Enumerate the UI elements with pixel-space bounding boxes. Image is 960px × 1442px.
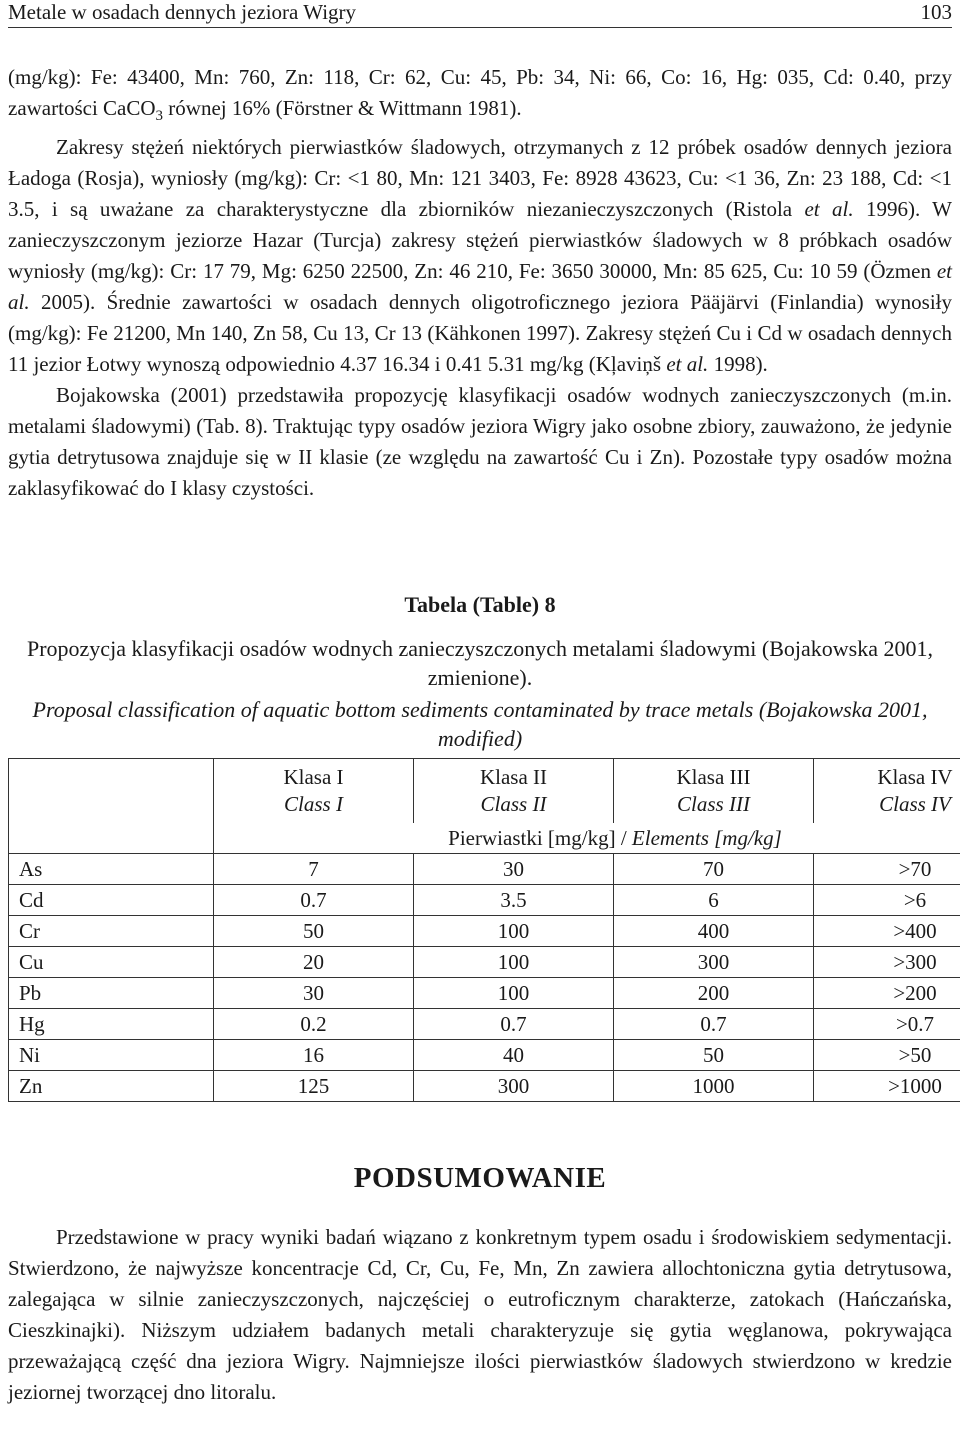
paragraph-concentrations [8,132,952,380]
table-row [9,885,960,916]
units-label-en: Elements [mg/kg] [631,825,782,850]
table-row [9,947,960,978]
page-number: 103 [920,0,952,24]
value-cell: 50 [214,916,414,947]
value-cell: 6 [614,885,814,916]
value-cell: 125 [214,1071,414,1102]
value-cell: 100 [414,978,614,1009]
class-header [614,759,814,824]
value-cell: 40 [414,1040,614,1071]
value-cell: >0.7 [814,1009,960,1040]
table-caption-en: Proposal classification of aquatic bottom sediments contaminated by trace metals (Bojakowska 2001, modified) [32,697,928,751]
class-label-en: Class I [284,792,343,816]
value-cell: 400 [614,916,814,947]
element-cell: Zn [9,1071,214,1102]
value-cell: 0.2 [214,1009,414,1040]
element-cell: As [9,854,214,885]
value-cell: 100 [414,947,614,978]
value-cell: >300 [814,947,960,978]
class-header [214,759,414,824]
paragraph-summary: Przedstawione w pracy wyniki badań wiązano z konkretnym typem osadu i środowiskiem sedymentacji. Stwierdzono, że najwyższe koncentracje Cd, Cr, Cu, Fe, Mn, Zn zawiera allochtoniczna gytia detrytusowa, zalegająca w silnie zanieczyszczonych, najczęściej o eutroficznym charakterze, zatokach (Hańczańska, Cieszkinajki). Niższym udziałem badanych metali charakteryzuje się gytia węglanowa, pokrywająca przeważającą część dna jeziora Wigry. Najmniejsze ilości pierwiastków śladowych stwierdzono w kredzie jeziornej tworzącej dno litoralu. [8,1225,952,1404]
value-cell: 70 [614,854,814,885]
citation-etal: et al. [804,197,854,222]
value-cell: 3.5 [414,885,614,916]
table-row [9,1009,960,1040]
element-cell: Cu [9,947,214,978]
text-segment: 1998). [708,352,768,377]
table-units-row [9,823,960,854]
header-blank [9,759,214,824]
text-segment: równej 16% (Förstner & Wittmann 1981). [163,96,522,120]
paragraph-classification: Bojakowska (2001) przedstawiła propozycję klasyfikacji osadów wodnych zanieczyszczonych (m.in. metalami śladowymi) (Tab. 8). Traktując typy osadów jeziora Wigry jako osobne zbiory, zauważono, że jedynie gytia detrytusowa znajduje się w II klasie (ze względu na zawartość Cu i Zn). Pozostałe typy osadów można zaklasyfikować do I klasy czystości. [8,383,952,501]
table-row [9,1040,960,1071]
element-cell: Hg [9,1009,214,1040]
value-cell: 0.7 [414,1009,614,1040]
value-cell: >200 [814,978,960,1009]
class-label-pl: Klasa I [283,765,344,789]
value-cell: >1000 [814,1071,960,1102]
element-cell: Cr [9,916,214,947]
value-cell: 16 [214,1040,414,1071]
element-cell: Cd [9,885,214,916]
table-label: Tabela (Table) 8 [404,592,556,617]
subscript: 3 [155,108,164,125]
table-row [9,1071,960,1102]
text-segment: 1996). W zanieczyszczonym jeziorze Hazar (Turcja) zakresy stężeń pierwiastków śladowych w 8 próbkach osadów wyniosły (mg/kg): Cr: 17 79, Mg: 6250 22500, Zn: 46 210, Fe: 3650 30000, Mn: 85 625, Cu: 10 59 (Özmen [8,197,953,284]
header-blank [9,823,214,854]
text-segment: Zakresy stężeń niektórych pierwiastków śladowych, otrzymanych z 12 próbek osadów dennych jeziora Ładoga (Rosja), wyniosły (mg/kg): Cr: <1 80, Mn: 121 3403, Fe: 8928 43623, Cu: <1 36, Zn: 23 188, Cd: <1 3.5, i są uważane za charakterystyczne dla zbiorników niezanieczyszczonych (Ristola [8,135,952,222]
class-label-pl: Klasa IV [877,765,953,789]
text-segment: (mg/kg): Fe: 43400, Mn: 760, Zn: 118, Cr: 62, Cu: 45, Pb: 34, Ni: 66, Co: 16, Hg: 035, Cd: 0.40, przy zawartości CaCO [8,65,952,120]
table-header-row [9,759,960,824]
value-cell: >70 [814,854,960,885]
table-row [9,854,960,885]
value-cell: 0.7 [214,885,414,916]
class-header [414,759,614,824]
running-header [8,0,952,28]
value-cell: >400 [814,916,960,947]
classification-table [8,758,960,1102]
units-header [214,823,960,854]
section-heading: PODSUMOWANIE [353,1162,607,1194]
citation-etal: et al. [8,259,952,315]
paragraph-continuation [8,62,952,132]
value-cell: 300 [614,947,814,978]
text-segment: 2005). Średnie zawartości w osadach dennych oligotroficznego jeziora Pääjärvi (Finlandia) wynosiły (mg/kg): Fe 21200, Mn 140, Zn 58, Cu 13, Cr 13 (Kähkonen 1997). Zakresy stężeń Cu i Cd w osadach dennych 11 jezior Łotwy wynoszą odpowiednio 4.37 16.34 i 0.41 5.31 mg/kg (Kļaviņš [8,290,952,377]
class-label-pl: Klasa III [676,765,751,789]
table-body [9,854,960,1102]
value-cell: 200 [614,978,814,1009]
class-label-en: Class III [677,792,750,816]
table-caption-pl: Propozycja klasyfikacji osadów wodnych zanieczyszczonych metalami śladowymi (Bojakowska 2001, zmienione). [26,636,934,690]
value-cell: 100 [414,916,614,947]
class-label-en: Class IV [879,792,951,816]
element-cell: Ni [9,1040,214,1071]
value-cell: 1000 [614,1071,814,1102]
value-cell: 50 [614,1040,814,1071]
class-label-en: Class II [480,792,547,816]
value-cell: 0.7 [614,1009,814,1040]
body-text-top [8,62,952,504]
class-label-pl: Klasa II [479,765,548,789]
value-cell: 30 [214,978,414,1009]
value-cell: 300 [414,1071,614,1102]
table-row [9,916,960,947]
value-cell: >6 [814,885,960,916]
element-cell: Pb [9,978,214,1009]
units-label-pl: Pierwiastki [mg/kg] / [448,825,632,850]
running-title: Metale w osadach dennych jeziora Wigry [8,0,357,24]
value-cell: 7 [214,854,414,885]
class-header [814,759,960,824]
table-row [9,978,960,1009]
value-cell: 30 [414,854,614,885]
citation-etal: et al. [666,352,709,377]
value-cell: 20 [214,947,414,978]
value-cell: >50 [814,1040,960,1071]
body-text-summary [8,1222,952,1408]
